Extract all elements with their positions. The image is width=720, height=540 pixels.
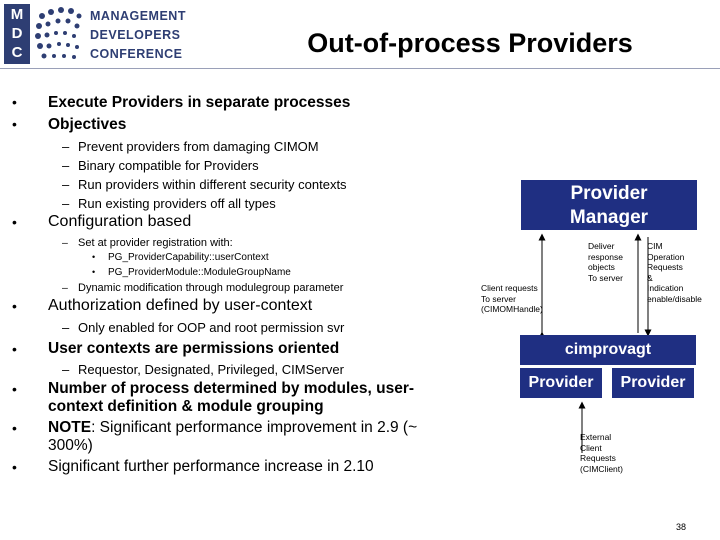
dash-marker: – xyxy=(62,320,70,335)
deliver-label-line: response xyxy=(588,251,623,262)
objective-prevent-damage: Prevent providers from damaging CIMOM xyxy=(78,139,319,154)
dash-marker: – xyxy=(62,139,70,154)
dash-marker: – xyxy=(62,237,68,249)
cimprovagt-box: cimprovagt xyxy=(520,335,696,365)
external-label-line: Client xyxy=(580,442,602,453)
bullet-note-line2: 300%) xyxy=(48,437,93,454)
config-module-group-property: PG_ProviderModule::ModuleGroupName xyxy=(108,267,291,278)
deliver-response-label xyxy=(588,241,623,283)
logo-dots-icon xyxy=(34,6,86,62)
client-requests-label xyxy=(481,283,543,315)
objective-binary-compatible: Binary compatible for Providers xyxy=(78,158,259,173)
logo-line-management: MANAGEMENT xyxy=(90,9,186,23)
client-requests-line: (CIMOMHandle) xyxy=(481,304,543,314)
dash-marker: – xyxy=(62,196,70,211)
cim-ops-label-line: CIM xyxy=(647,241,663,251)
bullet-marker: • xyxy=(12,420,17,436)
provider-manager-label: Provider xyxy=(570,183,648,204)
config-user-context-property: PG_ProviderCapability::userContext xyxy=(108,252,269,263)
cim-ops-label-line: & xyxy=(647,272,653,283)
bullet-marker: • xyxy=(12,341,17,357)
dash-marker: – xyxy=(62,177,70,192)
bullet-marker: • xyxy=(12,214,17,230)
deliver-label-line: Deliver xyxy=(588,241,615,251)
external-label-line: External xyxy=(580,432,612,442)
provider-manager-label: Manager xyxy=(569,207,649,228)
external-requests-label xyxy=(580,432,623,474)
slide-title: Out-of-process Providers xyxy=(307,28,633,58)
client-requests-line: Client requests xyxy=(481,283,538,293)
note-label: NOTE xyxy=(48,419,92,436)
deliver-label-line: To server xyxy=(588,272,623,283)
cim-ops-label-line: Operation xyxy=(647,251,685,262)
provider-box-1: Provider xyxy=(520,368,602,398)
bullet-process-count-line1: Number of process determined by modules, user- xyxy=(48,380,415,397)
cim-ops-label-line: Indication xyxy=(647,283,684,293)
external-label-line: Requests xyxy=(580,453,616,463)
user-context-types: Requestor, Designated, Privileged, CIMServer xyxy=(78,362,344,377)
bullet-note-line1 xyxy=(48,419,417,437)
sub-bullet-marker: • xyxy=(92,252,96,262)
config-set-at-registration: Set at provider registration with: xyxy=(78,237,233,249)
bullet-configuration-based: Configuration based xyxy=(48,213,192,230)
bullet-marker: • xyxy=(12,116,17,132)
deliver-label-line: objects xyxy=(588,262,615,272)
external-label-line: (CIMClient) xyxy=(580,463,623,474)
dash-marker: – xyxy=(62,362,70,377)
logo-letter-m: M xyxy=(10,6,24,23)
bullet-user-contexts: User contexts are permissions oriented xyxy=(48,340,340,357)
bullet-process-count-line2: context definition & module grouping xyxy=(48,398,324,415)
bullet-objectives: Objectives xyxy=(48,116,127,133)
logo-letter-c: C xyxy=(11,44,23,61)
bullet-marker: • xyxy=(12,94,17,110)
cim-ops-label-line: enable/disable xyxy=(647,293,702,304)
provider-manager-box xyxy=(521,180,697,230)
logo-line-developers: DEVELOPERS xyxy=(90,28,181,42)
config-dynamic-modification: Dynamic modification through modulegroup parameter xyxy=(78,282,344,294)
logo-letter-d: D xyxy=(11,25,23,42)
bullet-execute-providers: Execute Providers in separate processes xyxy=(48,94,351,111)
logo-badge xyxy=(4,4,30,64)
note-text: : Significant performance improvement in 2.9 (~ xyxy=(91,419,418,436)
logo-line-conference: CONFERENCE xyxy=(90,47,183,61)
dash-marker: – xyxy=(62,282,68,294)
client-requests-line: To server xyxy=(481,293,516,304)
bullet-marker: • xyxy=(12,459,17,475)
objective-security-contexts: Run providers within different security contexts xyxy=(78,177,347,192)
provider-box-2: Provider xyxy=(612,368,694,398)
title-divider xyxy=(0,68,720,69)
mdc-logo xyxy=(0,0,200,66)
bullet-marker: • xyxy=(12,381,17,397)
cim-operation-label xyxy=(647,241,702,304)
dash-marker: – xyxy=(62,158,70,173)
bullet-marker: • xyxy=(12,298,17,314)
page-number: 38 xyxy=(676,522,687,532)
bullet-authorization: Authorization defined by user-context xyxy=(48,297,313,314)
sub-bullet-marker: • xyxy=(92,267,96,277)
authorization-only-oop: Only enabled for OOP and root permission svr xyxy=(78,320,345,335)
cim-ops-label-line: Requests xyxy=(647,262,683,272)
objective-existing-providers: Run existing providers off all types xyxy=(78,196,276,211)
bullet-further-performance: Significant further performance increase in 2.10 xyxy=(48,458,374,475)
